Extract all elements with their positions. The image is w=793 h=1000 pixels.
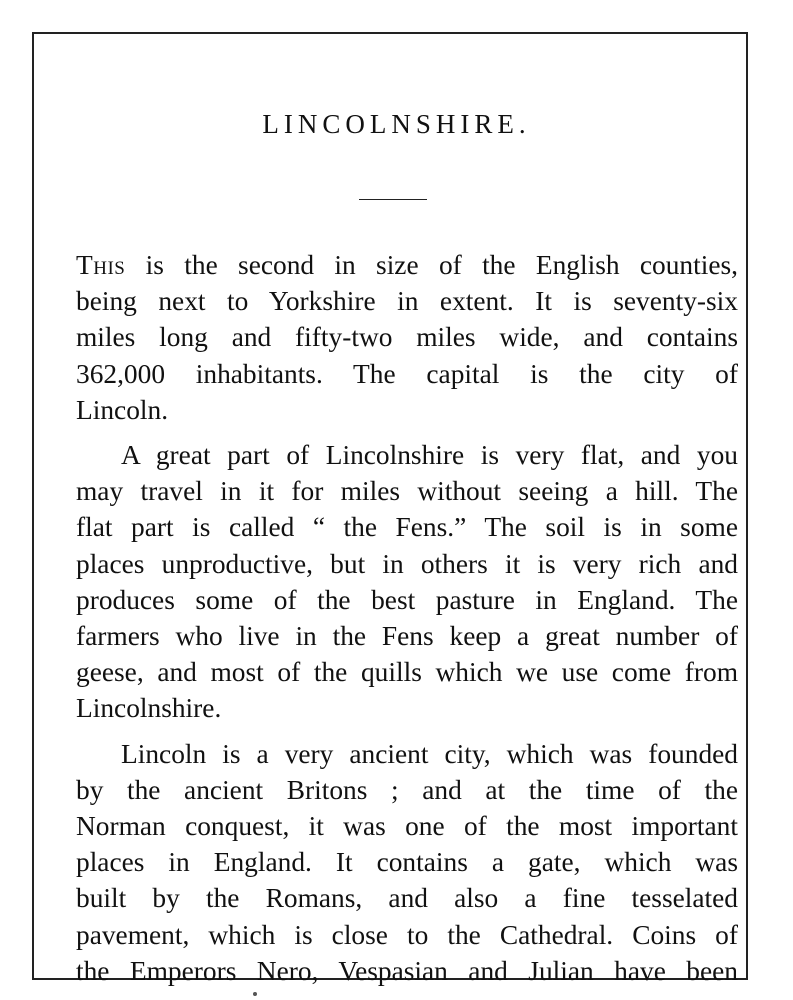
body-text (76, 247, 738, 989)
text-line: pavement, which is close to the Cathedral. Coins of (76, 919, 738, 950)
text-line: Norman conquest, it was one of the most important (76, 811, 738, 842)
text-line: geese, and most of the quills which we use come from (76, 657, 738, 688)
text-line: by the ancient Britons ; and at the time of the (76, 774, 738, 805)
paragraph-3 (76, 736, 738, 989)
text-line: the Emperors Nero, Vespasian and Julian have been (76, 955, 738, 986)
page-title: LINCOLNSHIRE. (262, 109, 531, 139)
text-line: built by the Romans, and also a fine tesselated (76, 883, 738, 914)
print-speck (253, 992, 257, 996)
text-line: places in England. It contains a gate, which was (76, 847, 738, 878)
text-line: farmers who live in the Fens keep a great number of (76, 621, 738, 652)
text-line: 362,000 inhabitants. The capital is the city of (76, 358, 738, 389)
text-line: Lincolnshire. (76, 693, 222, 724)
paragraph-1 (76, 247, 738, 428)
text-line: being next to Yorkshire in extent. It is seventy-six (76, 286, 738, 317)
text-line: flat part is called “ the Fens.” The soil is in some (76, 512, 738, 543)
text-line: A great part of Lincolnshire is very flat, and you (121, 440, 738, 471)
paragraph-2 (76, 437, 738, 727)
text-line: Lincoln. (76, 394, 169, 425)
text-line: miles long and fifty-two miles wide, and contains (76, 322, 738, 353)
text-line: places unproductive, but in others it is very rich and (76, 548, 738, 579)
text-line: produces some of the best pasture in England. The (76, 584, 738, 615)
text-line: Lincoln is a very ancient city, which was founded (121, 738, 738, 769)
text-line-content: is the second in size of the English counties, (125, 250, 738, 280)
text-line: may travel in it for miles without seeing a hill. The (76, 476, 738, 507)
title-divider (359, 199, 427, 200)
lead-word: This (76, 250, 126, 280)
text-line (76, 247, 738, 283)
